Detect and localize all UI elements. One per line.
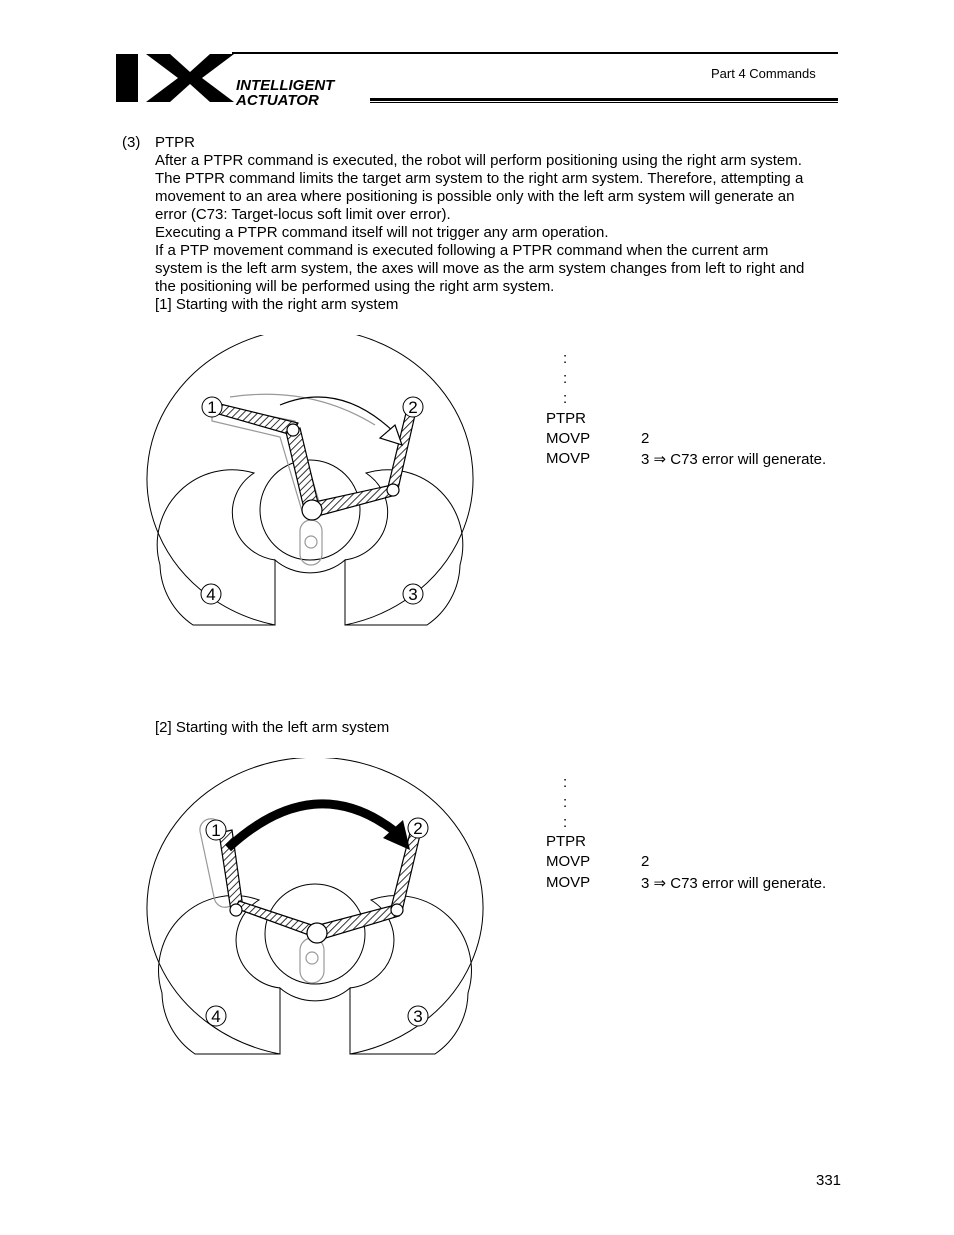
svg-text:ACTUATOR: ACTUATOR (236, 92, 319, 106)
position-label-3 (403, 584, 423, 604)
code-ellipsis: : (563, 774, 568, 791)
motion-arrow (228, 804, 397, 848)
position-label-1 (202, 397, 222, 417)
position-label-4 (201, 584, 221, 604)
svg-text:INTELLIGENT: INTELLIGENT (236, 77, 335, 94)
code-ellipsis: : (563, 350, 568, 367)
position-label-2 (408, 818, 428, 838)
section-title: PTPR (155, 134, 196, 151)
code-ellipsis: : (563, 794, 568, 811)
paragraph-line: movement to an area where positioning is possible only with the left arm system will generate an (155, 188, 795, 205)
svg-text:2: 2 (408, 398, 418, 417)
position-label-4 (206, 1006, 226, 1026)
code-ellipsis: : (563, 390, 568, 407)
code-command: MOVP (546, 450, 591, 467)
header-rule (370, 98, 838, 101)
header-rule (370, 102, 838, 103)
section-number: (3) (122, 134, 141, 151)
ghost-left-arm (198, 817, 324, 983)
paragraph-line: Executing a PTPR command itself will not trigger any arm operation. (155, 224, 609, 241)
svg-text:4: 4 (211, 1007, 221, 1026)
position-label-2 (403, 397, 423, 417)
code-command: PTPR (546, 410, 587, 427)
intelligent-actuator-logo (112, 50, 402, 106)
paragraph-line: If a PTP movement command is executed following a PTPR command when the current arm (155, 242, 769, 259)
page-number: 331 (816, 1172, 842, 1189)
paragraph-line: error (C73: Target-locus soft limit over error). (155, 206, 451, 223)
example1-caption: [1] Starting with the right arm system (155, 296, 399, 313)
code-command: MOVP (546, 430, 591, 447)
header-section-label: Part 4 Commands (711, 66, 816, 81)
svg-text:4: 4 (206, 585, 216, 604)
example1-diagram (130, 335, 490, 645)
code-command: MOVP (546, 853, 591, 870)
paragraph-line: system is the left arm system, the axes will move as the arm system changes from left to right and (155, 260, 805, 277)
header-rule (232, 52, 838, 54)
code-command: MOVP (546, 874, 591, 891)
paragraph-line: After a PTPR command is executed, the robot will perform positioning using the right arm system. (155, 152, 802, 169)
code-ellipsis: : (563, 370, 568, 387)
motion-arrowhead (380, 425, 402, 445)
example2-diagram (135, 758, 495, 1068)
code-argument: 2 (641, 430, 650, 447)
svg-text:1: 1 (211, 821, 221, 840)
svg-text:2: 2 (413, 819, 423, 838)
svg-text:3: 3 (408, 585, 418, 604)
code-argument: 3 ⇒ C73 error will generate. (641, 451, 827, 468)
position-label-3 (408, 1006, 428, 1026)
code-argument: 2 (641, 853, 650, 870)
svg-text:1: 1 (207, 398, 217, 417)
right-arm (219, 830, 420, 943)
code-ellipsis: : (563, 814, 568, 831)
svg-text:3: 3 (413, 1007, 423, 1026)
paragraph-line: The PTPR command limits the target arm system to the right arm system. Therefore, attempting a (155, 170, 804, 187)
code-command: PTPR (546, 833, 587, 850)
code-argument: 3 ⇒ C73 error will generate. (641, 875, 827, 892)
example2-caption: [2] Starting with the left arm system (155, 719, 390, 736)
paragraph-line: the positioning will be performed using the right arm system. (155, 278, 555, 295)
position-label-1 (206, 820, 226, 840)
